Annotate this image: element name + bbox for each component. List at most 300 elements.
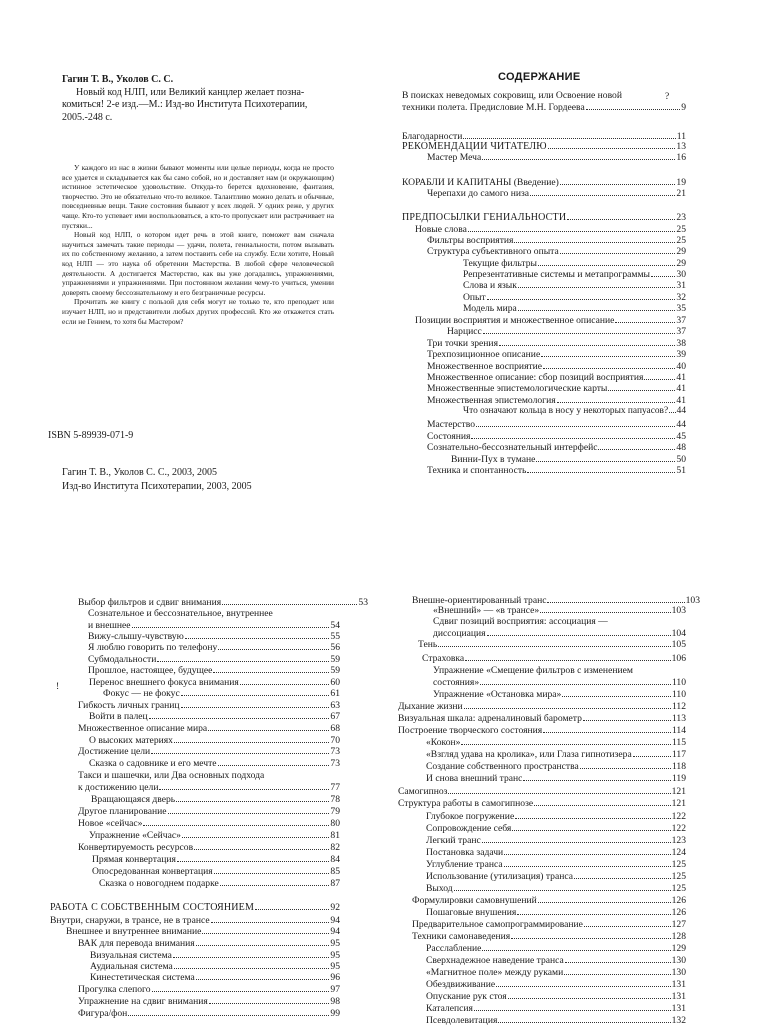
toc-entry [78,700,340,711]
toc-entry-title: Выход [426,883,453,894]
toc-entry-page: 41 [676,372,686,383]
biblio-line: комиться! 2-е изд.—М.: Изд-во Института Психотерапии, [62,99,308,110]
toc-entry-title: Упражнение «Остановка мира» [433,689,562,700]
leader-dots [538,902,671,903]
toc-entry-title: Обездвиживание [426,979,496,990]
toc-entry-title: «Внешний» — «в трансе» [433,605,540,616]
toc-entry-page: 131 [671,1003,686,1014]
leader-dots [152,991,330,992]
toc-entry-title: Визуальная система [90,950,172,961]
leader-dots [536,461,675,462]
leader-dots [560,184,676,185]
toc-entry-title: Новое «сейчас» [78,818,143,829]
toc-entry-page: 92 [330,902,340,913]
toc-entry-page: 97 [330,984,340,995]
toc-entry-page: 126 [671,895,686,906]
leader-dots [557,402,676,403]
toc-entry-title: Каталепсия [426,1003,473,1014]
toc-entry [426,1003,686,1014]
leader-dots [508,998,671,999]
toc-entry-page: 113 [671,713,686,724]
toc-entry [426,773,686,784]
toc-entry-title: Сказка о садовнике и его мечте [89,758,217,769]
toc-entry [427,383,686,394]
leader-dots [182,837,329,838]
leader-dots [517,914,670,915]
leader-dots [547,602,684,603]
toc-entry-title: Техники самонаведения [412,931,511,942]
toc-entry-page: 121 [671,786,686,797]
leader-dots [512,830,670,831]
toc-entry-page: 29 [676,258,686,269]
toc-entry [422,653,686,664]
toc-entry [398,713,686,724]
toc-entry-title: Черепахи до самого низа [427,188,530,199]
leader-dots [463,138,675,139]
leader-dots [504,866,671,867]
toc-entry [78,746,340,757]
toc-entry [427,372,686,383]
toc-entry-page: 103 [671,605,686,616]
toc-entry [426,737,686,748]
toc-entry-title: КОРАБЛИ И КАПИТАНЫ (Введение) [402,177,559,188]
toc-entry-title: Построение творческого состояния [398,725,543,736]
leader-dots [487,635,671,636]
leader-dots [586,109,680,110]
leader-dots [211,922,330,923]
toc-entry [78,984,340,995]
toc-entry-page: 67 [330,711,340,722]
toc-entry-page: 44 [676,406,686,416]
toc-entry-page: 25 [676,235,686,246]
leader-dots [584,926,671,927]
toc-entry-page: 23 [676,212,686,223]
leader-dots [240,684,330,685]
toc-entry-page: 94 [330,915,340,926]
leader-dots [176,801,329,802]
toc-entry [398,725,686,736]
toc-entry [451,454,686,465]
toc-entry-title: Пошаговые внушения [426,907,517,918]
leader-dots [504,854,670,855]
leader-dots [487,299,676,300]
leader-dots [540,612,670,613]
toc-entry-title: Визуальная шкала: адреналиновый барометр [398,713,582,724]
biblio-line: 2005.-248 с. [62,111,113,123]
toc-entry [427,235,686,246]
toc-entry-title: Слова и язык [463,280,517,291]
toc-entry-title: Сказка о новогоднем подарке [99,878,219,889]
leader-dots [143,825,329,826]
toc-entry-title: Множественное описание: сбор позиций восприятия [427,372,644,383]
toc-entry-title: Упражнение на сдвиг внимания [78,996,208,1007]
leader-dots [564,974,670,975]
toc-entry-page: 94 [330,926,340,937]
toc-entry-page: 16 [676,152,686,163]
leader-dots [214,873,330,874]
toc-entry [92,866,340,877]
toc-entry [402,177,686,188]
toc-entry-title: Внутри, снаружи, в трансе, не в трансе [50,915,210,926]
toc-entry-page: 110 [671,677,686,688]
toc-entry-page: 30 [676,269,686,280]
toc-entry [415,315,686,326]
toc-entry [447,326,686,337]
toc-entry-title: О высоких материях [89,735,173,746]
toc-entry-page: 61 [330,688,340,699]
toc-entry-page: 25 [676,224,686,235]
toc-entry-title: Сверхнадежное наведение транса [426,955,564,966]
toc-entry-title: Перенос внешнего фокуса внимания [89,677,239,688]
leader-dots [181,707,330,708]
toc-entry-title: Аудиальная система [90,961,173,972]
toc-entry [89,711,340,722]
toc-entry-page: 96 [330,972,340,983]
toc-entry [418,639,686,650]
toc-entry [463,292,686,303]
toc-entry [412,895,686,906]
toc-entry [427,361,686,372]
toc-entry [427,465,686,476]
leader-dots [465,660,670,661]
toc-entry-title: Структура работы в самогипнозе [398,798,534,809]
toc-entry-title: Я люблю говорить по телефону [88,642,218,653]
toc-entry [90,961,340,972]
copyright-line: Гагин Т. В., Уколов С. С., 2003, 2005 [62,467,218,478]
toc-entry-page: 41 [676,395,686,406]
leader-dots [499,345,675,346]
toc-entry-title: «Взгляд удава на кролика», или Глаза гипнотизера [426,749,632,760]
leader-dots [173,957,330,958]
toc-entry-page: 103 [685,595,700,606]
toc-entry-title: Войти в палец [89,711,148,722]
toc-entry-title: Множественное восприятие [427,361,543,372]
toc-entry-title: Фигура/фон [78,1008,128,1019]
toc-entry-page: 105 [671,639,686,650]
leader-dots [615,322,675,323]
toc-entry [433,628,686,639]
leader-dots [598,449,675,450]
toc-entry-page: 98 [330,996,340,1007]
toc-entry [427,419,686,430]
toc-entry-title: Новые слова [415,224,467,235]
leader-dots [196,979,330,980]
toc-entry-page: 59 [330,654,340,665]
toc-entry-title: Мастер Меча [427,152,482,163]
toc-entry [90,950,340,961]
toc-entry-page: 68 [330,723,340,734]
toc-entry-title: Множественное описание мира [78,723,208,734]
leader-dots [514,242,675,243]
leader-dots [574,878,671,879]
toc-entry-page: 50 [676,454,686,465]
leader-dots [548,148,676,149]
toc-entry-page: 37 [676,315,686,326]
toc-entry [463,406,686,417]
toc-entry-title: «Кокон» [426,737,461,748]
contents-title: СОДЕРЖАНИЕ [498,71,581,83]
leader-dots [168,813,330,814]
toc-entry-title: Модель мира [463,303,517,314]
toc-entry [50,915,340,926]
toc-entry [463,269,686,280]
toc-entry [402,141,686,152]
toc-entry [433,665,686,676]
toc-entry [433,689,686,700]
toc-entry-title: Внешне-ориентированный транс [412,595,547,606]
toc-entry-title: Опосредованная конвертация [92,866,213,877]
toc-entry-page: 131 [671,991,686,1002]
toc-entry-title: диссоциация [433,628,486,639]
leader-dots [567,219,675,220]
toc-entry-title: и внешнее [88,620,131,631]
toc-entry-title: Глубокое погружение [426,811,515,822]
toc-entry [88,620,340,631]
toc-entry-title: Мастерство [427,419,476,430]
leader-dots [208,730,329,731]
leader-dots [194,849,329,850]
toc-entry [66,926,340,937]
toc-entry-page: 31 [676,280,686,291]
leader-dots [438,646,670,647]
toc-entry-title: Такси и шашечки, или Два основных подхода [78,770,265,781]
toc-entry-page: 121 [671,798,686,809]
biblio-line: Новый код НЛП, или Великий канцлер желает позна- [76,86,305,98]
toc-entry-title: Сознательно-бессознательный интерфейс [427,442,598,453]
toc-entry-title: Сознательное и бессознательное, внутреннее [88,608,273,619]
toc-entry [89,677,340,688]
leader-dots [534,805,670,806]
toc-entry-title: Текущие фильтры [463,258,537,269]
leader-dots [185,638,330,639]
toc-entry [88,665,340,676]
toc-entry-title: Страховка [422,653,465,664]
leader-dots [448,793,670,794]
toc-entry-title: Сопровождение себя [426,823,512,834]
toc-intro-entry [402,102,686,113]
toc-entry [426,1015,686,1026]
toc-entry-page: 131 [671,979,686,990]
toc-entry [89,830,340,841]
toc-entry-title: Гибкость личных границ [78,700,180,711]
toc-entry-title: техники полета. Предисловие М.Н. Гордеева [402,102,585,113]
toc-entry [426,907,686,918]
toc-entry-page: 54 [330,620,340,631]
toc-entry-title: Внешнее и внутреннее внимание [66,926,202,937]
toc-entry [427,338,686,349]
leader-dots [159,789,329,790]
toc-entry-title: Фильтры восприятия [427,235,514,246]
toc-entry [412,931,686,942]
toc-entry-title: Нарцисс [447,326,482,337]
toc-entry [427,152,686,163]
leader-dots [480,684,671,685]
toc-entry [412,919,686,930]
toc-entry-page: 37 [676,326,686,337]
toc-entry-page: 19 [676,177,686,188]
book-authors: Гагин Т. В., Уколов С. С. [62,74,174,85]
toc-entry-page: 63 [330,700,340,711]
toc-entry-title: Репрезентативные системы и метапрограммы [463,269,650,280]
toc-entry-page: 87 [330,878,340,889]
toc-entry-page: 56 [330,642,340,653]
toc-entry [426,979,686,990]
toc-entry-title: РАБОТА С СОБСТВЕННЫМ СОСТОЯНИЕМ [50,902,255,913]
toc-entry [88,608,340,619]
toc-entry-page: 48 [676,442,686,453]
toc-entry-page: 117 [671,749,686,760]
toc-entry-page: 106 [671,653,686,664]
leader-dots [530,195,675,196]
copyright-line: Изд-во Института Психотерапии, 2003, 2005 [62,481,252,492]
toc-entry-page: 11 [676,131,686,142]
toc-entry [398,798,686,809]
toc-entry-page: 127 [671,919,686,930]
toc-entry-page: 79 [330,806,340,817]
toc-entry-page: 95 [330,938,340,949]
toc-entry-page: 80 [330,818,340,829]
leader-dots [218,649,329,650]
toc-entry-page: 122 [671,811,686,822]
toc-entry [90,972,340,983]
toc-entry-page: 118 [671,761,686,772]
toc-entry-title: Трехпозиционное описание [427,349,541,360]
toc-entry-title: Дыхание жизни [398,701,463,712]
bibliographic-record [62,74,342,124]
toc-entry-page: 40 [676,361,686,372]
toc-entry-page: 130 [671,955,686,966]
toc-entry [426,871,686,882]
toc-entry-page: 110 [671,689,686,700]
toc-entry-page: 123 [671,835,686,846]
toc-entry-title: Винни-Пух в тумане [451,454,536,465]
leader-dots [461,744,671,745]
toc-entry [433,605,686,616]
leader-dots [196,945,330,946]
toc-entry [92,854,340,865]
toc-entry-page: 38 [676,338,686,349]
toc-entry [78,842,340,853]
toc-entry [78,723,340,734]
toc-entry-page: 114 [671,725,686,736]
toc-entry-title: Субмодальности [88,654,157,665]
toc-entry-page: 41 [676,383,686,394]
toc-entry-page: 32 [676,292,686,303]
leader-dots [149,718,330,719]
leader-dots [511,938,670,939]
leader-dots [543,732,671,733]
leader-dots [580,768,671,769]
copyright-block [62,466,252,494]
toc-entry-page: 70 [330,735,340,746]
toc-entry-title: к достижению цели [78,782,159,793]
toc-entry-title: И снова внешний транс [426,773,523,784]
toc-entry [89,758,340,769]
leader-dots [151,753,329,754]
leader-dots [177,861,329,862]
toc-entry-title: Предварительное самопрограммирование [412,919,583,930]
toc-entry [426,835,686,846]
toc-entry [427,395,686,406]
toc-entry-title: Опыт [463,292,486,303]
toc-entry [427,442,686,453]
toc-entry-title: Вращающаяся дверь [91,794,176,805]
toc-entry [78,1008,340,1019]
leader-dots [543,368,675,369]
toc-entry-page: 85 [330,866,340,877]
toc-entry-title: Упражнение «Смещение фильтров с изменением [433,665,633,676]
toc-entry-page: 53 [358,597,368,608]
toc-page-2 [50,597,368,1024]
toc-entry-page: 124 [671,847,686,858]
toc-entry-title: Формулировки самовнушений [412,895,537,906]
toc-entry [426,943,686,954]
toc-entry [426,955,686,966]
toc-entry-title: РЕКОМЕНДАЦИИ ЧИТАТЕЛЮ [402,141,547,152]
toc-entry-page: 112 [671,701,686,712]
toc-entry [99,878,340,889]
toc-entry [78,806,340,817]
leader-dots [471,438,675,439]
toc-entry [463,303,686,314]
leader-dots [583,720,671,721]
leader-dots [483,333,676,334]
toc-entry [426,991,686,1002]
toc-entry-title: Техника и спонтанность [427,465,527,476]
leader-dots [482,950,670,951]
leader-dots [464,708,671,709]
toc-entry-page: 129 [671,943,686,954]
toc-entry [426,761,686,772]
toc-page-1 [402,90,686,490]
toc-entry-page: 55 [330,631,340,642]
toc-entry-title: Вижу-слышу-чувствую [88,631,184,642]
toc-entry-page: 51 [676,465,686,476]
toc-entry [78,770,340,781]
leader-dots [482,159,675,160]
toc-entry-title: Прогулка слепого [78,984,151,995]
toc-entry-page: 130 [671,967,686,978]
toc-entry [88,654,340,665]
toc-entry-page: 59 [330,665,340,676]
toc-entry [78,938,340,949]
toc-entry-title: Упражнение «Сейчас» [89,830,181,841]
toc-entry [433,616,686,627]
toc-entry-title: Использование (утилизация) транса [426,871,573,882]
leader-dots [644,379,675,380]
toc-entry-title: Другое планирование [78,806,167,817]
toc-entry-page: 78 [330,794,340,805]
toc-entry-title: Множественные эпистемологические карты [427,383,608,394]
leader-dots [518,310,676,311]
toc-entry [427,246,686,257]
toc-entry [426,749,686,760]
toc-entry [88,631,340,642]
toc-entry [415,224,686,235]
toc-entry-page: 45 [676,431,686,442]
toc-entry-title: Самогипноз [398,786,448,797]
leader-dots [209,1003,330,1004]
question-mark: ? [665,92,670,102]
toc-entry-page: 81 [330,830,340,841]
toc-entry-title: Структура субъективного опыта [427,246,559,257]
toc-entry-page: 115 [671,737,686,748]
toc-entry-page: 119 [671,773,686,784]
toc-entry-page: 125 [671,883,686,894]
toc-entry-page: 95 [330,961,340,972]
annotation-paragraph: У каждого из нас в жизни бывают моменты или целые периоды, когда не просто все удается и складывается как бы само собой, но и доставляет нам (и окружающим) истинное эстетическое удовольствие. Откуда-то берется вдохновение, фантазия, творчество. Это не обязательно что-то великое. Талантливо можно делать и обычные, повседневные вещи. Такие состояния бывают у всех людей. У одних реже, у других чаще. Кто-то успевает ими воспользоваться, а кто-то пропускает или растрачивает на пустяки... [62,163,334,230]
toc-entry-title: ВАК для перевода внимания [78,938,195,949]
